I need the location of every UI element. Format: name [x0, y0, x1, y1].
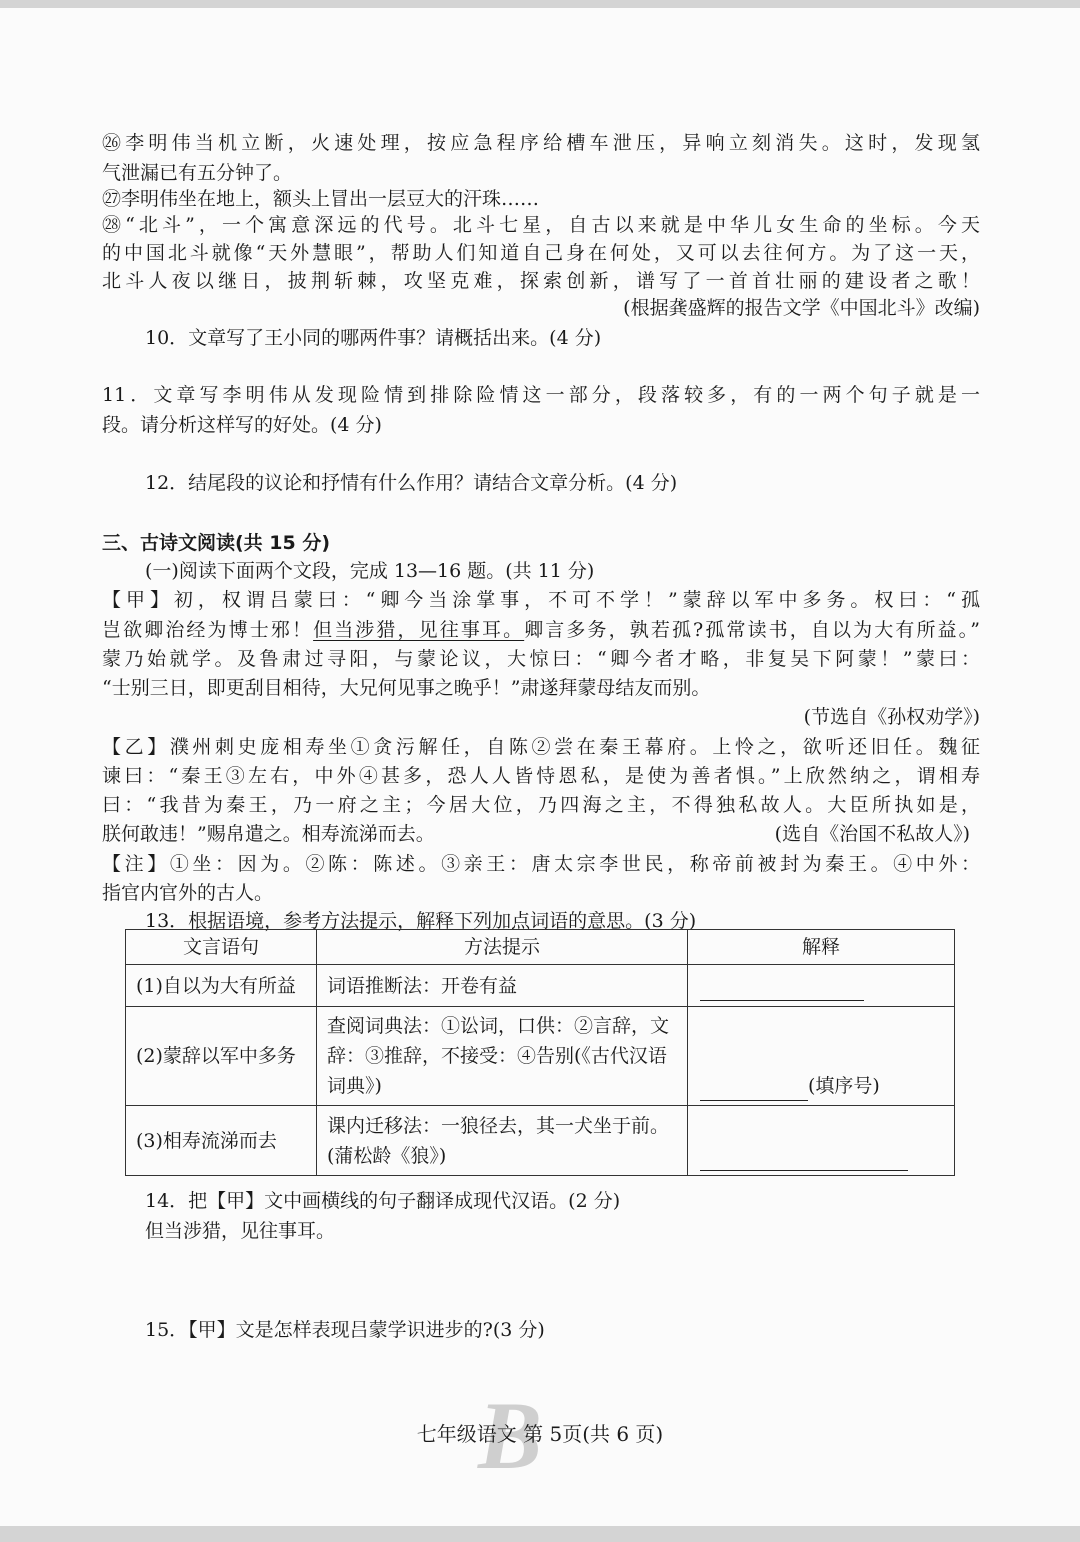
- text-yi-source: (选自《治国不私故人》): [774, 823, 970, 845]
- text-yi-line2: 谏曰：“秦王③左右，中外④甚多，恐人人皆恃恩私，是使为善者惧。”上欣然纳之，谓相寿: [102, 765, 980, 787]
- table-header-cell: 文言语句: [126, 930, 317, 965]
- text-yi-line1: 【乙】濮州刺史庞相寿坐①贪污解任，自陈②尝在秦王幕府。上怜之，欲听还旧任。魏征: [102, 736, 980, 758]
- table-row: [126, 1106, 955, 1176]
- paragraph-26-line2: 气泄漏已有五分钟了。: [102, 162, 293, 184]
- table-cell: 词语推断法：开卷有益: [317, 965, 688, 1007]
- passage-source: (根据龚盛辉的报告文学《中国北斗》改编): [623, 297, 980, 319]
- question-11-line2: 段。请分析这样写的好处。(4 分): [102, 414, 382, 436]
- text-jia-line1: 【甲】初，权谓吕蒙曰：“卿今当涂掌事，不可不学！”蒙辞以军中多务。权曰：“孤: [102, 589, 980, 611]
- page-footer: 七年级语文 第 5页(共 6 页): [416, 1422, 664, 1446]
- answer-blank-1[interactable]: [688, 965, 955, 1007]
- answer-blank-2[interactable]: [688, 1007, 955, 1106]
- notes-line2: 指官内官外的古人。: [102, 882, 274, 904]
- paragraph-28-line2: 的中国北斗就像“天外慧眼”，帮助人们知道自己身在何处，又可以去往何方。为了这一天，: [102, 242, 980, 264]
- paragraph-28-line3: 北斗人夜以继日，披荆斩棘，攻坚克难，探索创新，谱写了一首首壮丽的建设者之歌！: [102, 270, 980, 292]
- question-12: 12．结尾段的议论和抒情有什么作用？请结合文章分析。(4 分): [145, 472, 678, 494]
- fill-hint: (填序号): [808, 1075, 880, 1097]
- table-header-cell: 解释: [688, 930, 955, 965]
- question-13: 13．根据语境，参考方法提示，解释下列加点词语的意思。(3 分): [145, 910, 697, 932]
- section-3-heading: 三、古诗文阅读(共 15 分): [102, 532, 331, 554]
- table-cell: (3)相寿流涕而去: [126, 1106, 317, 1176]
- paragraph-26-line1: ㉖李明伟当机立断，火速处理，按应急程序给槽车泄压，异响立刻消失。这时，发现氢: [102, 132, 980, 154]
- table-cell: (2)蒙辞以军中多务: [126, 1007, 317, 1106]
- table-header-row: [126, 930, 955, 965]
- underlined-sentence: 但当涉猎，见往事耳。: [313, 619, 525, 641]
- version-watermark: B: [478, 1382, 543, 1489]
- notes-line1: 【注】①坐：因为。②陈：陈述。③亲王：唐太宗李世民，称帝前被封为秦王。④中外：: [102, 853, 980, 875]
- table-row: [126, 965, 955, 1007]
- question-10: 10．文章写了王小同的哪两件事？请概括出来。(4 分): [145, 327, 602, 349]
- answer-blank-3[interactable]: [688, 1106, 955, 1176]
- question-14: 14．把【甲】文中画横线的句子翻译成现代汉语。(2 分): [145, 1190, 621, 1212]
- paragraph-28-line1: ㉘“北斗”，一个寓意深远的代号。北斗七星，自古以来就是中华儿女生命的坐标。今天: [102, 214, 980, 236]
- question-13-table: [125, 929, 955, 1176]
- table-row: [126, 1007, 955, 1106]
- text-jia-line3: 蒙乃始就学。及鲁肃过寻阳，与蒙论议，大惊曰：“卿今者才略，非复吴下阿蒙！”蒙曰：: [102, 648, 980, 670]
- table-header-cell: 方法提示: [317, 930, 688, 965]
- table-cell: 查阅词典法：①讼词，口供：②言辞，文辞：③推辞，不接受：④告别(《古代汉语词典》): [317, 1007, 688, 1106]
- exam-page: [0, 8, 1080, 1526]
- text-jia-line4: “士别三日，即更刮目相待，大兄何见事之晚乎！”肃遂拜蒙母结友而别。: [102, 677, 711, 699]
- text-jia-line2: 岂欲卿治经为博士邪！但当涉猎，见往事耳。卿言多务，孰若孤?孤常读书，自以为大有所益。”: [102, 619, 980, 641]
- text-jia-source: (节选自《孙权劝学》): [803, 706, 980, 728]
- question-11-line1: 11．文章写李明伟从发现险情到排除险情这一部分，段落较多，有的一两个句子就是一: [102, 384, 980, 406]
- paragraph-27: ㉗李明伟坐在地上，额头上冒出一层豆大的汗珠……: [102, 188, 540, 210]
- subsection-1-heading: (一)阅读下面两个文段，完成 13—16 题。(共 11 分): [145, 560, 595, 582]
- table-cell: 课内迁移法：一狼径去，其一犬坐于前。(蒲松龄《狼》): [317, 1106, 688, 1176]
- text-yi-line4: 朕何敢违！”赐帛遣之。相寿流涕而去。 (选自《治国不私故人》): [102, 819, 980, 849]
- question-15: 15．【甲】文是怎样表现吕蒙学识进步的?(3 分): [145, 1319, 545, 1341]
- question-14-sentence: 但当涉猎，见往事耳。: [145, 1220, 336, 1242]
- text-yi-line3: 曰：“我昔为秦王，乃一府之主；今居大位，乃四海之主，不得独私故人。大臣所执如是，: [102, 794, 980, 816]
- table-cell: (1)自以为大有所益: [126, 965, 317, 1007]
